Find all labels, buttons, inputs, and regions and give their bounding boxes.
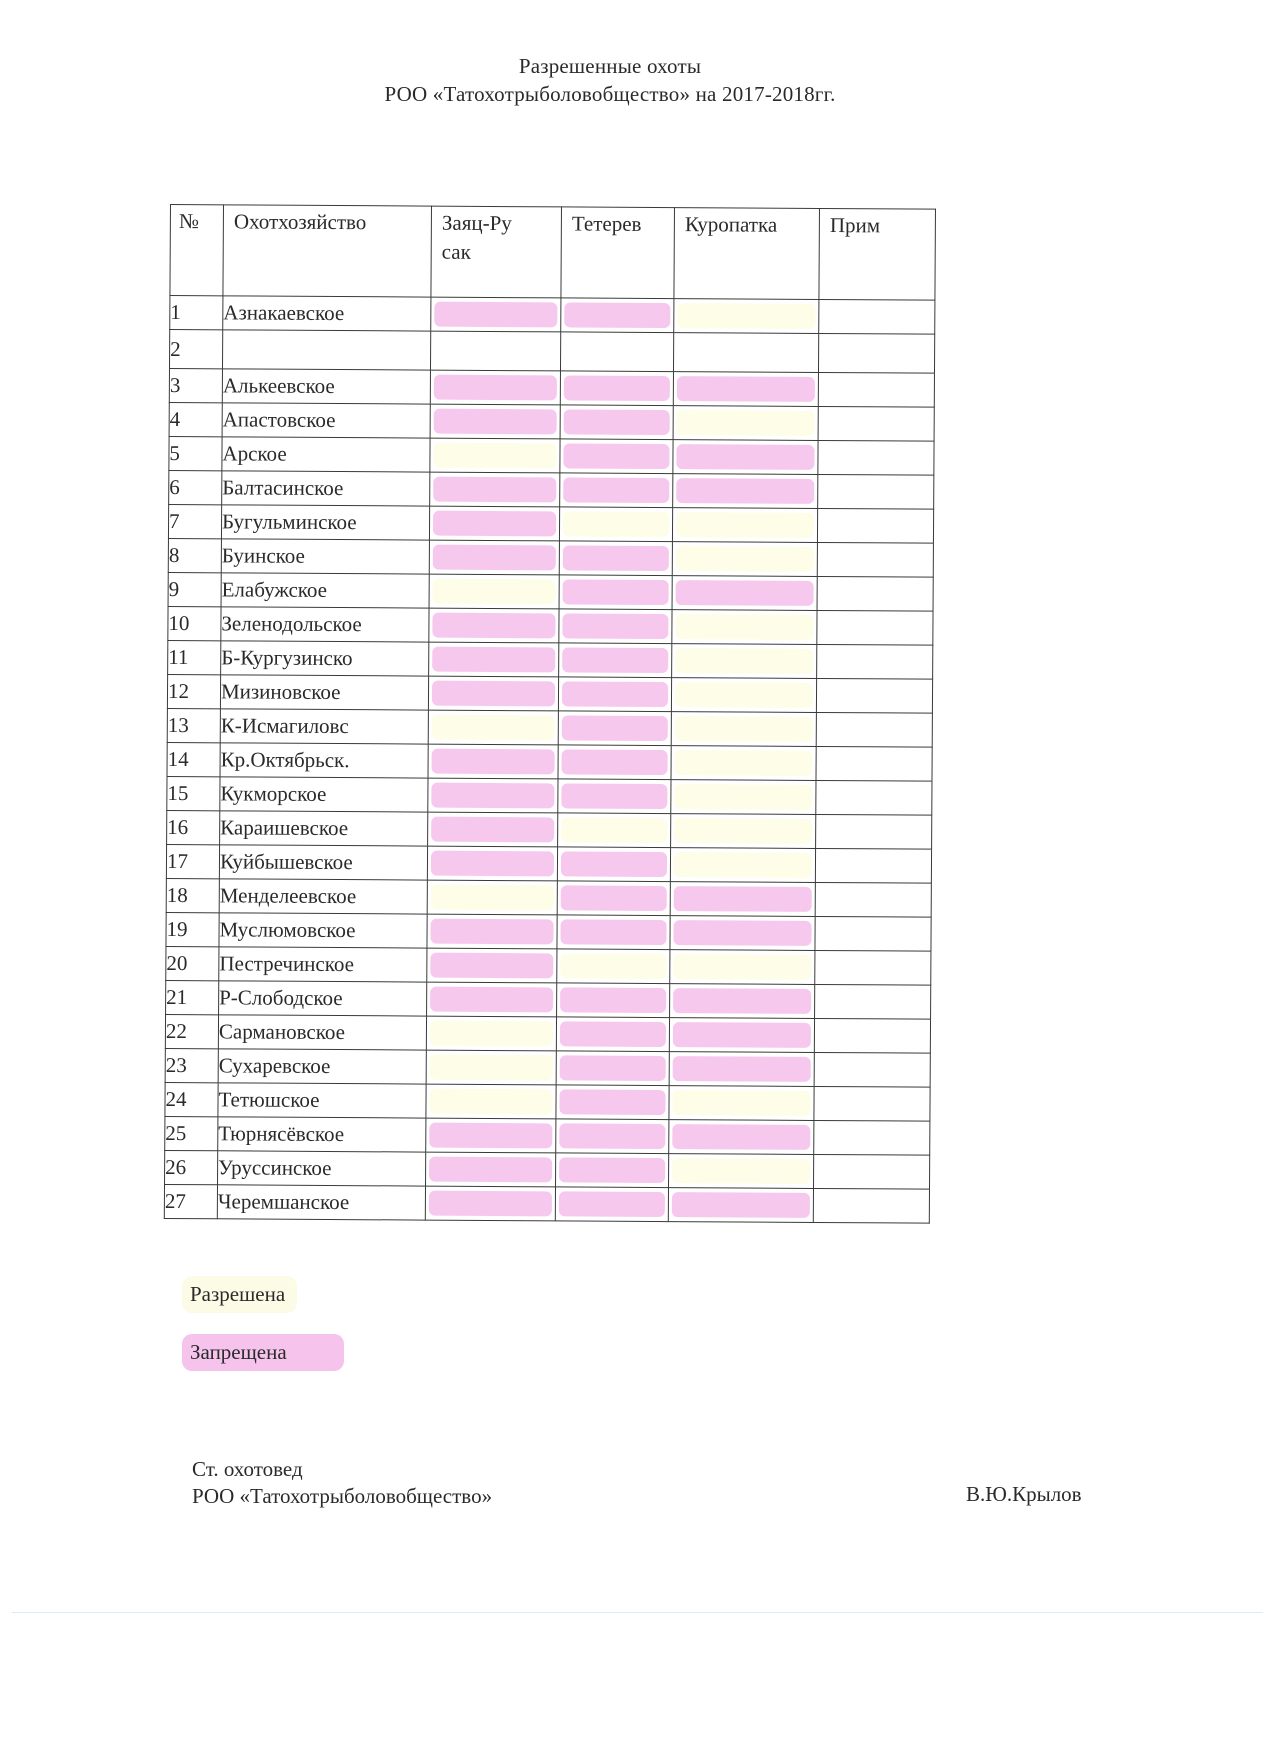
legend-forbidden: Запрещена — [182, 1334, 344, 1371]
note-cell — [816, 678, 932, 713]
hare-forbidden-mark — [433, 477, 556, 503]
table-row — [170, 296, 935, 335]
hare-status-cell — [428, 744, 558, 779]
document-heading — [0, 52, 1220, 108]
row-number: 9 — [168, 572, 221, 606]
farm-name: Арское — [222, 437, 430, 472]
heading-line-1: Разрешенные охоты — [518, 54, 702, 78]
note-cell — [814, 1018, 930, 1053]
partridge-forbidden-mark — [674, 886, 812, 912]
farm-name: Балтасинское — [222, 471, 430, 506]
note-cell — [818, 372, 934, 407]
grouse-status-cell — [556, 1085, 669, 1120]
table-row — [167, 742, 932, 781]
note-cell — [814, 1120, 930, 1155]
hare-status-cell — [427, 982, 557, 1017]
row-number: 24 — [165, 1082, 218, 1116]
partridge-allowed-mark — [675, 614, 813, 640]
header-farm: Охотхозяйство — [223, 205, 432, 297]
hare-forbidden-mark — [429, 1123, 552, 1149]
partridge-allowed-mark — [675, 716, 813, 742]
partridge-status-cell — [670, 950, 815, 985]
farm-name: Сухаревское — [218, 1049, 426, 1084]
row-number: 7 — [168, 504, 221, 538]
farm-name: Черемшанское — [217, 1185, 425, 1220]
hunting-permissions-table — [164, 204, 936, 1224]
partridge-status-cell — [674, 299, 819, 334]
partridge-allowed-mark — [676, 512, 814, 538]
grouse-forbidden-mark — [561, 783, 667, 809]
hare-status-cell — [430, 438, 560, 473]
hare-status-cell — [425, 1186, 555, 1221]
hare-forbidden-mark — [432, 647, 555, 673]
note-cell — [815, 984, 931, 1019]
farm-name: Зеленодольское — [221, 607, 429, 642]
partridge-status-cell — [671, 678, 816, 713]
grouse-forbidden-mark — [560, 919, 666, 945]
hare-status-cell — [426, 1050, 556, 1085]
farm-name: Тетюшское — [218, 1083, 426, 1118]
table-row — [168, 606, 933, 645]
hare-allowed-mark — [431, 885, 554, 911]
row-number: 5 — [169, 436, 222, 470]
partridge-status-cell — [669, 1120, 814, 1155]
hare-forbidden-mark — [431, 817, 554, 843]
partridge-allowed-mark — [676, 546, 814, 572]
hare-status-cell — [427, 846, 557, 881]
table-row — [169, 470, 934, 509]
grouse-forbidden-mark — [559, 1089, 665, 1115]
table-row — [165, 1150, 930, 1189]
partridge-status-cell — [671, 814, 816, 849]
grouse-status-cell — [558, 813, 671, 848]
hare-forbidden-mark — [432, 613, 555, 639]
grouse-forbidden-mark — [563, 477, 669, 503]
hare-forbidden-mark — [434, 302, 557, 328]
hare-status-cell — [429, 506, 559, 541]
table-row — [167, 776, 932, 815]
row-number: 20 — [166, 946, 219, 980]
hare-allowed-mark — [430, 1055, 553, 1081]
hare-status-cell — [427, 914, 557, 949]
partridge-allowed-mark — [675, 750, 813, 776]
partridge-allowed-mark — [673, 954, 811, 980]
partridge-status-cell — [671, 780, 816, 815]
farm-name: Караишевское — [220, 811, 428, 846]
hare-status-cell — [429, 642, 559, 677]
farm-name — [222, 330, 430, 370]
partridge-status-cell — [668, 1188, 813, 1223]
row-number: 15 — [167, 776, 220, 810]
partridge-status-cell — [670, 848, 815, 883]
row-number: 23 — [165, 1048, 218, 1082]
partridge-status-cell — [673, 440, 818, 475]
hare-status-cell — [430, 370, 560, 405]
grouse-forbidden-mark — [563, 545, 669, 571]
row-number: 19 — [166, 912, 219, 946]
hare-forbidden-mark — [431, 783, 554, 809]
row-number: 13 — [167, 708, 220, 742]
note-cell — [816, 814, 932, 849]
table-row — [168, 538, 933, 577]
partridge-status-cell — [672, 576, 817, 611]
table-row — [169, 369, 934, 408]
header-partridge: Куропатка — [674, 208, 820, 300]
row-number: 1 — [170, 296, 223, 330]
grouse-forbidden-mark — [560, 1021, 666, 1047]
note-cell — [818, 440, 934, 475]
partridge-status-cell — [673, 474, 818, 509]
partridge-forbidden-mark — [673, 1022, 811, 1048]
hare-status-cell — [429, 574, 559, 609]
grouse-forbidden-mark — [562, 715, 668, 741]
hare-allowed-mark — [429, 1089, 552, 1115]
note-cell — [817, 542, 933, 577]
partridge-forbidden-mark — [676, 580, 814, 606]
partridge-allowed-mark — [672, 1090, 810, 1116]
grouse-status-cell — [556, 1051, 669, 1086]
farm-name: Менделеевское — [219, 879, 427, 914]
grouse-forbidden-mark — [563, 579, 669, 605]
grouse-status-cell — [558, 677, 671, 712]
hare-allowed-mark — [430, 1021, 553, 1047]
partridge-forbidden-mark — [672, 1124, 810, 1150]
row-number: 8 — [168, 538, 221, 572]
note-cell — [817, 644, 933, 679]
note-cell — [814, 1052, 930, 1087]
grouse-forbidden-mark — [564, 302, 670, 328]
note-cell — [815, 882, 931, 917]
table-row — [169, 402, 934, 441]
legend-allowed: Разрешена — [182, 1276, 297, 1313]
note-cell — [816, 746, 932, 781]
hare-forbidden-mark — [433, 511, 556, 537]
row-number: 14 — [167, 742, 220, 776]
partridge-forbidden-mark — [673, 920, 811, 946]
partridge-status-cell — [671, 746, 816, 781]
grouse-status-cell — [559, 575, 672, 610]
table-row — [167, 810, 932, 849]
partridge-status-cell — [673, 406, 818, 441]
partridge-status-cell — [671, 712, 816, 747]
table-row — [166, 844, 931, 883]
row-number: 16 — [167, 810, 220, 844]
row-number: 4 — [169, 402, 222, 436]
header-hare-label: Заяц-Русак — [441, 210, 512, 264]
farm-name: К-Исмагиловс — [220, 709, 428, 744]
hare-forbidden-mark — [429, 1157, 552, 1183]
farm-name: Мизиновское — [220, 675, 428, 710]
partridge-status-cell — [669, 1052, 814, 1087]
partridge-allowed-mark — [674, 818, 812, 844]
scan-artifact-line — [12, 1612, 1263, 1613]
farm-name: Кр.Октябрьск. — [220, 743, 428, 778]
table-row — [165, 1116, 930, 1155]
note-cell — [817, 508, 933, 543]
hare-status-cell — [429, 608, 559, 643]
row-number: 26 — [165, 1150, 218, 1184]
grouse-status-cell — [559, 541, 672, 576]
row-number: 11 — [168, 640, 221, 674]
farm-name: Буинское — [221, 539, 429, 574]
hare-forbidden-mark — [432, 749, 555, 775]
note-cell — [815, 848, 931, 883]
partridge-allowed-mark — [672, 1158, 810, 1184]
farm-name: Бугульминское — [221, 505, 429, 540]
table-header-row — [170, 205, 936, 301]
farm-name: Елабужское — [221, 573, 429, 608]
hare-forbidden-mark — [430, 953, 553, 979]
note-cell — [815, 916, 931, 951]
hare-status-cell — [428, 778, 558, 813]
row-number: 17 — [166, 844, 219, 878]
farm-name: Кукморское — [220, 777, 428, 812]
table-row — [166, 912, 931, 951]
grouse-status-cell — [560, 371, 673, 406]
grouse-status-cell — [559, 609, 672, 644]
row-number: 25 — [165, 1116, 218, 1150]
farm-name: Сармановское — [218, 1015, 426, 1050]
partridge-forbidden-mark — [676, 478, 814, 504]
hare-status-cell — [430, 404, 560, 439]
note-cell — [817, 576, 933, 611]
hare-forbidden-mark — [430, 987, 553, 1013]
hare-forbidden-mark — [431, 851, 554, 877]
hare-forbidden-mark — [434, 409, 557, 435]
partridge-status-cell — [670, 916, 815, 951]
grouse-status-cell — [557, 915, 670, 950]
partridge-status-cell — [670, 882, 815, 917]
table-row — [168, 572, 933, 611]
row-number: 22 — [165, 1014, 218, 1048]
partridge-status-cell — [669, 1086, 814, 1121]
note-cell — [813, 1154, 929, 1189]
table-row — [167, 674, 932, 713]
partridge-forbidden-mark — [673, 1056, 811, 1082]
grouse-allowed-mark — [563, 511, 669, 537]
grouse-status-cell — [557, 847, 670, 882]
grouse-status-cell — [556, 1119, 669, 1154]
farm-name: Пестречинское — [219, 947, 427, 982]
grouse-forbidden-mark — [559, 1123, 665, 1149]
signature-org: РОО «Татохотрыболовобщество» — [192, 1484, 493, 1508]
partridge-status-cell — [672, 610, 817, 645]
farm-name: Алькеевское — [222, 369, 430, 404]
note-cell — [817, 610, 933, 645]
note-cell — [818, 406, 934, 441]
partridge-forbidden-mark — [677, 376, 815, 402]
table-row — [165, 1082, 930, 1121]
farm-name: Куйбышевское — [219, 845, 427, 880]
grouse-status-cell — [558, 711, 671, 746]
partridge-status-cell — [672, 542, 817, 577]
hare-allowed-mark — [432, 715, 555, 741]
grouse-forbidden-mark — [560, 1055, 666, 1081]
row-number: 18 — [166, 878, 219, 912]
hare-status-cell — [430, 331, 560, 371]
partridge-allowed-mark — [675, 682, 813, 708]
grouse-status-cell — [560, 439, 673, 474]
grouse-status-cell — [560, 405, 673, 440]
grouse-status-cell — [559, 643, 672, 678]
hare-status-cell — [426, 1084, 556, 1119]
note-cell — [816, 780, 932, 815]
grouse-forbidden-mark — [561, 885, 667, 911]
table-row — [169, 330, 934, 374]
signer-name: В.Ю.Крылов — [966, 1482, 1082, 1506]
header-note: Прим — [819, 208, 936, 300]
grouse-status-cell — [557, 949, 670, 984]
partridge-status-cell — [670, 984, 815, 1019]
partridge-allowed-mark — [677, 410, 815, 436]
farm-name: Муслюмовское — [219, 913, 427, 948]
grouse-status-cell — [560, 332, 673, 372]
hare-forbidden-mark — [433, 545, 556, 571]
grouse-status-cell — [556, 1153, 669, 1188]
farm-name: Уруссинское — [218, 1151, 426, 1186]
table-row — [168, 640, 933, 679]
partridge-forbidden-mark — [673, 988, 811, 1014]
farm-name: Апастовское — [222, 403, 430, 438]
partridge-allowed-mark — [674, 852, 812, 878]
heading-line-2: РОО «Татохотрыболовобщество» на 2017-2018гг. — [384, 82, 836, 106]
header-hare — [431, 206, 562, 298]
header-number: № — [170, 205, 224, 296]
hare-status-cell — [427, 880, 557, 915]
grouse-forbidden-mark — [562, 681, 668, 707]
hare-allowed-mark — [433, 443, 556, 469]
grouse-forbidden-mark — [562, 647, 668, 673]
table-row — [165, 1014, 930, 1053]
grouse-allowed-mark — [560, 953, 666, 979]
hare-status-cell — [426, 1118, 556, 1153]
hare-status-cell — [427, 948, 557, 983]
grouse-status-cell — [559, 507, 672, 542]
farm-name: Азнакаевское — [223, 296, 431, 331]
note-cell — [818, 333, 934, 373]
grouse-forbidden-mark — [562, 749, 668, 775]
table-body — [164, 296, 935, 1224]
partridge-allowed-mark — [677, 303, 815, 329]
farm-name: Б-Кургузинско — [221, 641, 429, 676]
row-number: 3 — [169, 369, 222, 403]
hare-forbidden-mark — [430, 919, 553, 945]
grouse-status-cell — [556, 1017, 669, 1052]
row-number: 10 — [168, 606, 221, 640]
partridge-status-cell — [673, 333, 818, 373]
table-row — [165, 1048, 930, 1087]
note-cell — [815, 950, 931, 985]
table-row — [166, 980, 931, 1019]
note-cell — [816, 712, 932, 747]
row-number: 12 — [167, 674, 220, 708]
signature-role: Ст. охотовед — [192, 1457, 303, 1481]
partridge-status-cell — [669, 1154, 814, 1189]
partridge-status-cell — [672, 508, 817, 543]
partridge-allowed-mark — [674, 784, 812, 810]
row-number: 21 — [166, 980, 219, 1014]
grouse-status-cell — [555, 1187, 668, 1222]
hare-status-cell — [426, 1152, 556, 1187]
header-grouse: Тетерев — [561, 207, 675, 299]
hare-status-cell — [428, 710, 558, 745]
table-row — [166, 946, 931, 985]
hare-forbidden-mark — [434, 375, 557, 401]
hare-status-cell — [429, 540, 559, 575]
grouse-forbidden-mark — [559, 1191, 665, 1217]
table-row — [169, 436, 934, 475]
grouse-status-cell — [561, 298, 674, 333]
note-cell — [813, 1188, 929, 1223]
grouse-forbidden-mark — [559, 1157, 665, 1183]
grouse-status-cell — [558, 779, 671, 814]
grouse-forbidden-mark — [563, 443, 669, 469]
table-row — [166, 878, 931, 917]
grouse-status-cell — [557, 983, 670, 1018]
hare-forbidden-mark — [432, 681, 555, 707]
grouse-status-cell — [558, 745, 671, 780]
hare-status-cell — [430, 472, 560, 507]
partridge-forbidden-mark — [672, 1192, 810, 1218]
note-cell — [814, 1086, 930, 1121]
partridge-allowed-mark — [675, 648, 813, 674]
table-row — [167, 708, 932, 747]
note-cell — [819, 299, 935, 334]
hare-forbidden-mark — [429, 1191, 552, 1217]
signature-block — [192, 1456, 492, 1510]
row-number: 27 — [164, 1184, 217, 1218]
partridge-status-cell — [672, 644, 817, 679]
hare-status-cell — [431, 297, 561, 332]
grouse-forbidden-mark — [561, 851, 667, 877]
hare-status-cell — [426, 1016, 556, 1051]
grouse-status-cell — [557, 881, 670, 916]
partridge-forbidden-mark — [676, 444, 814, 470]
partridge-status-cell — [669, 1018, 814, 1053]
grouse-status-cell — [560, 473, 673, 508]
note-cell — [818, 474, 934, 509]
hare-status-cell — [428, 812, 558, 847]
grouse-forbidden-mark — [564, 409, 670, 435]
table-row — [168, 504, 933, 543]
partridge-status-cell — [673, 372, 818, 407]
grouse-forbidden-mark — [562, 613, 668, 639]
grouse-allowed-mark — [561, 817, 667, 843]
row-number: 6 — [169, 470, 222, 504]
grouse-forbidden-mark — [564, 375, 670, 401]
hare-status-cell — [428, 676, 558, 711]
grouse-forbidden-mark — [560, 987, 666, 1013]
farm-name: Тюрнясёвское — [218, 1117, 426, 1152]
hare-allowed-mark — [433, 579, 556, 605]
farm-name: Р-Слободское — [219, 981, 427, 1016]
row-number: 2 — [169, 330, 222, 369]
table-row — [164, 1184, 929, 1223]
